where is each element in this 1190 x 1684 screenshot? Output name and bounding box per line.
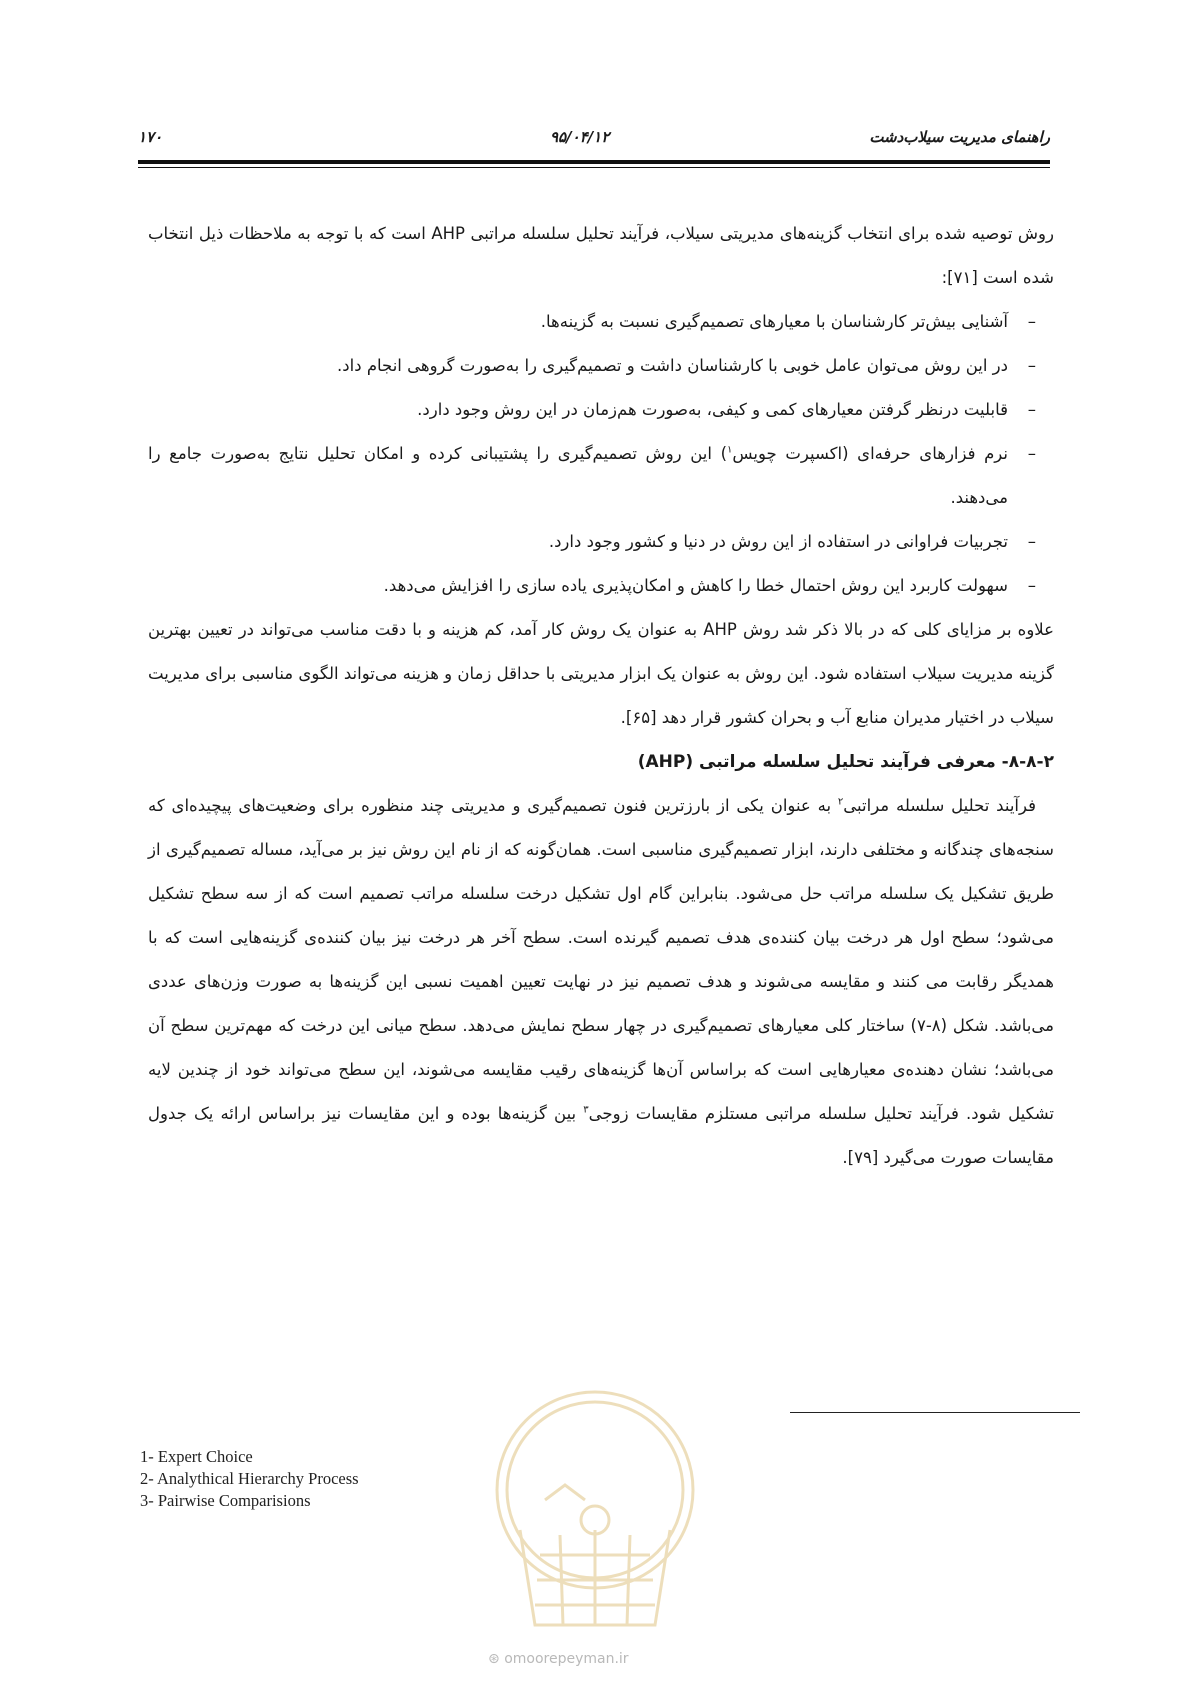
header-rule-thick	[138, 160, 1050, 164]
advantages-list	[148, 300, 1054, 608]
watermark-url: ⊛ omoorepeyman.ir	[488, 1651, 629, 1667]
footnote-separator	[790, 1412, 1080, 1413]
running-header	[138, 128, 1050, 150]
footnote-ref-2: ۲	[837, 796, 844, 808]
ahp-paragraph: فرآیند تحلیل سلسله مراتبی$^۲$ به عنوان یکی از بارزترین فنون تصمیم‌گیری و مدیریتی چند منظوره برای وضعیت‌های پیچیده‌ای که سنجه‌های چندگانه و مختلفی دارند، ابزار تصمیم‌گیری مناسبی است. همان‌گونه که از نام این روش نیز بر می‌آید، مساله تصمیم‌گیری از طریق تشکیل یک سلسله مراتب حل می‌شود. بنابراین گام اول تشکیل درخت سلسله مراتب تصمیم است که از سه سطح تشکیل می‌شود؛ سطح اول هر درخت بیان کننده‌ی هدف تصمیم گیرنده است. سطح آخر هر درخت نیز بیان کننده‌ی گزینه‌هایی است که با همدیگر رقابت می کنند و مقایسه می‌شوند و هدف تصمیم نیز در نهایت تعیین اهمیت نسبی این گزینه‌ها به صورت وزن‌های عددی می‌باشد. شکل (۸-۷) ساختار کلی معیارهای تصمیم‌گیری در چهار سطح نمایش می‌دهد. سطح میانی این درخت که مهم‌ترین سطح آن می‌باشد؛ نشان دهنده‌ی معیارهایی است که براساس آن‌ها گزینه‌های رقیب مقایسه می‌شوند، این سطح می‌تواند خود از چندین لایه تشکیل شود. فرآیند تحلیل سلسله مراتبی مستلزم مقایسات زوجی$^۳$ بین گزینه‌ها بوده و این مقایسات نیز براساس ارائه یک جدول مقایسات صورت می‌گیرد [۷۹].	[148, 796, 1055, 1167]
footnote-1: 1- Expert Choice	[140, 1447, 253, 1466]
list-item: – نرم فزارهای حرفه‌ای (اکسپرت چویس$^۱$) این روش تصمیم‌گیری را پشتیبانی کرده و امکان تحلیل نتایج به‌صورت جامع را می‌دهند.	[148, 444, 1036, 507]
watermark-seal	[475, 1380, 715, 1680]
footnotes	[140, 1446, 359, 1512]
list-item: – تجربیات فراوانی در استفاده از این روش در دنیا و کشور وجود دارد.	[548, 532, 1036, 551]
footnote-ref-3: ۳	[583, 1104, 589, 1116]
advantages-paragraph: علاوه بر مزایای کلی که در بالا ذکر شد روش AHP به عنوان یک روش کار آمد، کم هزینه و با دقت مناسب می‌تواند در تعیین بهترین گزینه مدیریت سیلاب استفاده شود. این روش به عنوان یک ابزار مدیریتی با حداقل زمان و هزینه می‌تواند الگوی مناسبی برای مدیریت سیلاب در اختیار مدیران منابع آب و بحران کشور قرار دهد [۶۵].	[148, 620, 1054, 727]
list-item: – قابلیت درنظر گرفتن معیارهای کمی و کیفی، به‌صورت هم‌زمان در این روش وجود دارد.	[417, 400, 1036, 419]
list-item: – در این روش می‌توان عامل خوبی با کارشناسان داشت و تصمیم‌گیری را به‌صورت گروهی انجام داد.	[337, 356, 1036, 375]
footnote-ref-1: ۱	[727, 444, 733, 456]
footnote-3: 3- Pairwise Comparisions	[140, 1491, 311, 1510]
section-heading: ۸-۸-۲- معرفی فرآیند تحلیل سلسله مراتبی (AHP)	[637, 752, 1054, 772]
intro-paragraph: روش توصیه شده برای انتخاب گزینه‌های مدیریتی سیلاب، فرآیند تحلیل سلسله مراتبی AHP است که با توجه به ملاحظات ذیل انتخاب شده است [۷۱]:	[148, 224, 1054, 287]
footnote-2: 2- Analythical Hierarchy Process	[140, 1469, 359, 1488]
header-book-title: راهنمای مدیریت سیلاب‌دشت	[869, 128, 1050, 146]
header-page-number: ۱۷۰	[138, 128, 163, 146]
header-rule-thin	[138, 167, 1050, 168]
header-date: ۹۵/۰۴/۱۲	[550, 128, 610, 146]
main-text	[148, 212, 1054, 1180]
list-item: – سهولت کاربرد این روش احتمال خطا را کاهش و امکان‌پذیری یاده سازی را افزایش می‌دهد.	[383, 576, 1036, 595]
list-item: – آشنایی بیش‌تر کارشناسان با معیارهای تصمیم‌گیری نسبت به گزینه‌ها.	[540, 312, 1036, 331]
